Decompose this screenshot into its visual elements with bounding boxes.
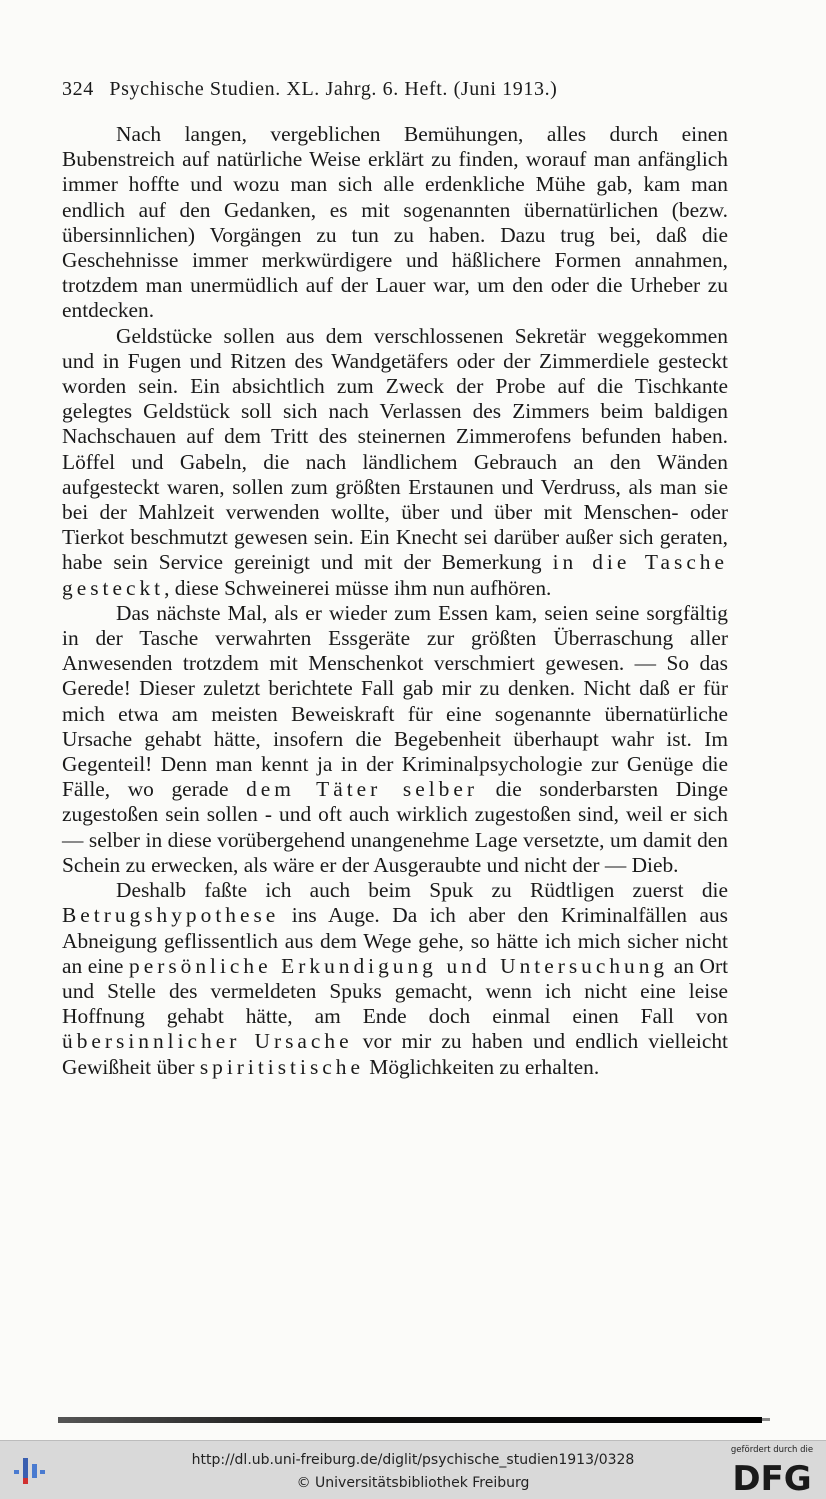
emphasized-spaced-text: Betrugshypothese — [62, 903, 280, 928]
text-run: Das nächste Mal, als er wieder zum Essen kam, seien seine sorgfältig in der Tasche verwahrten Essgeräte zur größten Überraschung aller Anwesenden trotzdem mit Menschenkot verschmiert gewesen. — So das Gerede! Dieser zuletzt berichtete Fall gab mir zu denken. Nicht daß er für mich etwa am meisten Beweiskraft für eine sogenannte übernatürliche Ursache gehabt hätte, insofern die Begebenheit überhaupt wahr ist. Im Gegenteil! Denn man kennt ja in der Kriminalpsychologie zur Genüge die Fälle, wo gerade — [62, 600, 728, 802]
text-run: Geldstücke sollen aus dem verschlossenen Sekretär weggekommen und in Fugen und Ritzen des Wandgetäfers oder der Zimmerdiele gesteckt worden sein. Ein absichtlich zum Zweck der Probe auf die Tischkante gelegtes Geldstück soll sich nach Verlassen des Zimmers beim baldigen Nachschauen auf dem Tritt des steinernen Zimmerofens befunden haben. Löffel und Gabeln, die nach ländlichem Gebrauch an den Wänden aufgesteckt waren, sollen zum größten Erstaunen und Verdruss, als man sie bei der Mahlzeit verwenden wollte, über und über mit Menschen- oder Tierkot beschmutzt gewesen sein. Ein Knecht sei darüber außer sich geraten, habe sein Service gereinigt und mit der Bemerkung — [62, 323, 728, 575]
text-run: die sonderbarsten Dinge zugestoßen sein sollen - und oft auch wirklich zugestoßen sind, weil er sich — selber in diese vorübergehend unangenehme Lage versetzte, um damit den Schein zu erwecken, als wäre er der Ausgeraubte und nicht der — Dieb. — [62, 777, 728, 877]
dfg-logo-text: DFG — [732, 1459, 812, 1494]
text-run: , diese Schweinerei müsse ihm nun aufhören. — [164, 575, 552, 600]
paragraph — [62, 324, 728, 601]
paragraph — [62, 601, 728, 878]
text-run: Deshalb faßte ich auch beim Spuk zu Rüdtligen zuerst die — [116, 878, 728, 903]
emphasized-spaced-text: in die Tasche gesteckt — [62, 550, 728, 600]
running-head — [62, 76, 762, 102]
paragraph — [62, 878, 728, 1080]
paragraph — [62, 122, 728, 324]
dfg-logo-icon — [730, 1458, 814, 1494]
source-url[interactable]: http://dl.ub.uni-freiburg.de/diglit/psychische_studien1913/0328 — [191, 1452, 635, 1468]
page-bottom-rule — [58, 1417, 762, 1423]
emphasized-spaced-text: persönliche Erkundigung und Untersuchung — [129, 953, 669, 978]
text-run: Möglichkeiten zu erhalten. — [363, 1054, 600, 1079]
text-run: Nach langen, vergeblichen Bemühungen, alles durch einen Bubenstreich auf natürliche Weise erklärt zu finden, worauf man anfänglich immer hoffte und wozu man sich alle erdenkliche Mühe gab, kam man endlich auf den Gedanken, es mit sogenannten übernatürlichen (bezw. übersinnlichen) Vorgängen zu tun zu haben. Dazu trug bei, daß die Geschehnisse immer merkwürdigere und häßlichere Formen annahmen, trotzdem man unermüdlich auf der Lauer war, um den oder die Urheber zu entdecken. — [62, 122, 728, 323]
article-body — [62, 122, 728, 1080]
page-number: 324 — [62, 78, 94, 100]
emphasized-spaced-text: spiritistische — [199, 1054, 364, 1079]
viewer-footer — [0, 1440, 826, 1499]
emphasized-spaced-text: dem Täter selber — [246, 777, 478, 802]
running-title: Psychische Studien. XL. Jahrg. 6. Heft. (Juni 1913.) — [109, 78, 558, 100]
text-run: ins Auge. Da ich aber den Kriminalfällen aus Abneigung geflissentlich aus dem Wege gehe, so hätte ich mich sicher nicht an eine — [62, 903, 728, 978]
emphasized-spaced-text: übersinnlicher Ursache — [62, 1029, 353, 1054]
page-bottom-rule-tail — [762, 1418, 770, 1421]
text-run: an Ort und Stelle des vermeldeten Spuks gemacht, wenn ich nicht eine leise Hoffnung gehabt hätte, am Ende doch einmal einen Fall von — [62, 953, 729, 1029]
sponsor-block — [724, 1445, 820, 1497]
text-run: vor mir zu haben und endlich vielleicht Gewißheit über — [62, 1029, 728, 1079]
copyright-notice: © Universitätsbibliothek Freiburg — [296, 1475, 530, 1491]
sponsor-caption: gefördert durch die — [730, 1445, 814, 1455]
